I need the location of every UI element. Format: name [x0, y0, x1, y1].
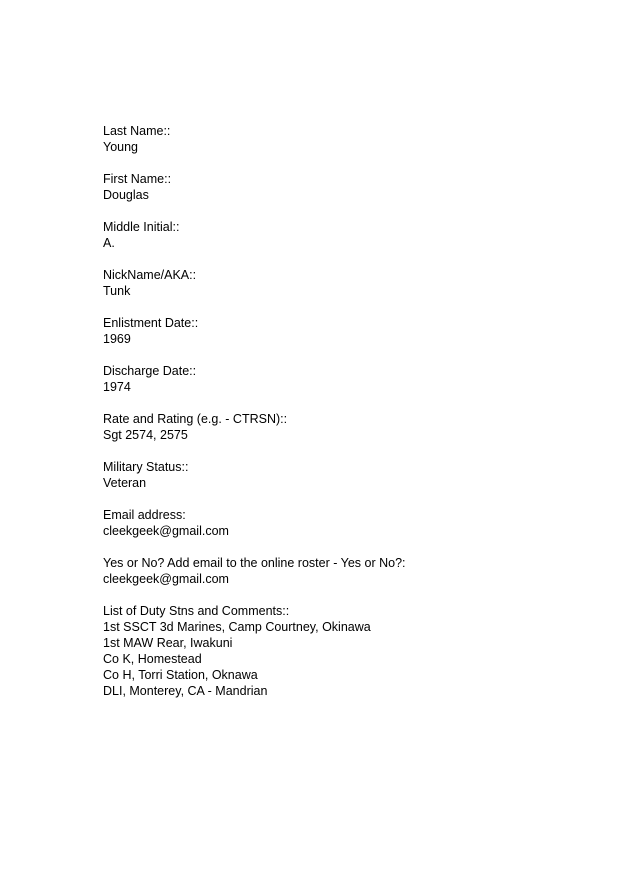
middle-initial-value: A. [103, 236, 115, 250]
middle-initial-field [103, 219, 603, 251]
duty-stations-label: List of Duty Stns and Comments:: [103, 604, 290, 618]
duty-stations-field [103, 603, 603, 699]
enlistment-date-label: Enlistment Date:: [103, 316, 199, 330]
nickname-value: Tunk [103, 284, 131, 298]
first-name-value: Douglas [103, 188, 149, 202]
last-name-value: Young [103, 140, 138, 154]
discharge-date-value: 1974 [103, 380, 131, 394]
email-value: cleekgeek@gmail.com [103, 524, 229, 538]
nickname-label: NickName/AKA:: [103, 268, 197, 282]
document-body [103, 123, 603, 715]
duty-station-line: 1st SSCT 3d Marines, Camp Courtney, Okinawa [103, 620, 371, 634]
rate-rating-label: Rate and Rating (e.g. - CTRSN):: [103, 412, 288, 426]
last-name-label: Last Name:: [103, 124, 171, 138]
enlistment-date-field [103, 315, 603, 347]
rate-rating-value: Sgt 2574, 2575 [103, 428, 188, 442]
duty-station-line: Co K, Homestead [103, 652, 202, 666]
email-field [103, 507, 603, 539]
enlistment-date-value: 1969 [103, 332, 131, 346]
email-label: Email address: [103, 508, 186, 522]
duty-stations-list [103, 619, 603, 699]
military-status-field [103, 459, 603, 491]
discharge-date-label: Discharge Date:: [103, 364, 197, 378]
roster-email-field [103, 555, 603, 587]
discharge-date-field [103, 363, 603, 395]
duty-station-line: Co H, Torri Station, Oknawa [103, 668, 258, 682]
middle-initial-label: Middle Initial:: [103, 220, 180, 234]
military-status-label: Military Status:: [103, 460, 189, 474]
nickname-field [103, 267, 603, 299]
last-name-field [103, 123, 603, 155]
duty-station-line: 1st MAW Rear, Iwakuni [103, 636, 233, 650]
first-name-field [103, 171, 603, 203]
first-name-label: First Name:: [103, 172, 172, 186]
rate-rating-field [103, 411, 603, 443]
military-status-value: Veteran [103, 476, 147, 490]
duty-station-line: DLI, Monterey, CA - Mandrian [103, 684, 268, 698]
roster-email-value: cleekgeek@gmail.com [103, 572, 229, 586]
roster-email-label: Yes or No? Add email to the online roster - Yes or No?: [103, 556, 406, 570]
